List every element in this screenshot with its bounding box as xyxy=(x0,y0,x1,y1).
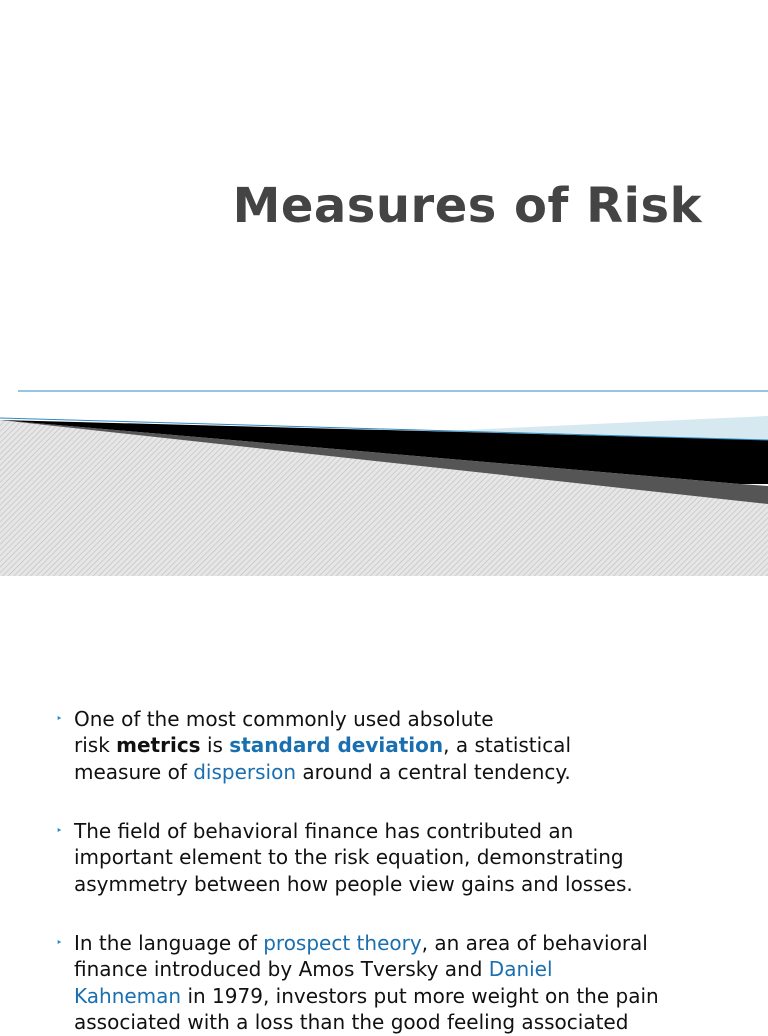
link-prospect-theory[interactable]: prospect theory xyxy=(263,931,422,955)
link-dispersion[interactable]: dispersion xyxy=(193,759,297,784)
link-standard-deviation[interactable]: standard deviation xyxy=(229,733,444,758)
bullet-arrow-icon: ‣ xyxy=(56,936,63,949)
text-run: around a central tendency. xyxy=(296,759,571,784)
text-run: asymmetry between how people view gains and losses. xyxy=(74,871,633,896)
bullet-arrow-icon: ‣ xyxy=(56,824,63,837)
text-run: finance introduced by Amos Tversky and xyxy=(74,957,489,982)
term-metrics: metrics xyxy=(116,733,201,758)
slide-title: Measures of Risk xyxy=(232,178,702,234)
link-daniel-kahneman[interactable]: Kahneman xyxy=(74,983,182,1008)
text-run: measure of xyxy=(74,759,194,784)
text-run: risk xyxy=(74,733,117,758)
text-run: in 1979, investors put more weight on the pain xyxy=(181,983,659,1008)
decorative-banner xyxy=(0,380,768,580)
text-run: The field of behavioral finance has contributed an xyxy=(74,819,574,843)
bullet-arrow-icon: ‣ xyxy=(56,712,63,725)
text-run: important element to the risk equation, demonstrating xyxy=(74,845,624,870)
link-daniel-kahneman[interactable]: Daniel xyxy=(488,957,553,982)
text-run: associated with a loss than the good feeling associated xyxy=(74,1010,629,1035)
text-run: , a statistical xyxy=(443,733,571,758)
text-run: One of the most commonly used absolute xyxy=(74,707,494,731)
text-run: In the language of xyxy=(74,931,264,955)
text-run: , an area of behavioral xyxy=(421,931,648,955)
text-run: is xyxy=(200,733,230,758)
